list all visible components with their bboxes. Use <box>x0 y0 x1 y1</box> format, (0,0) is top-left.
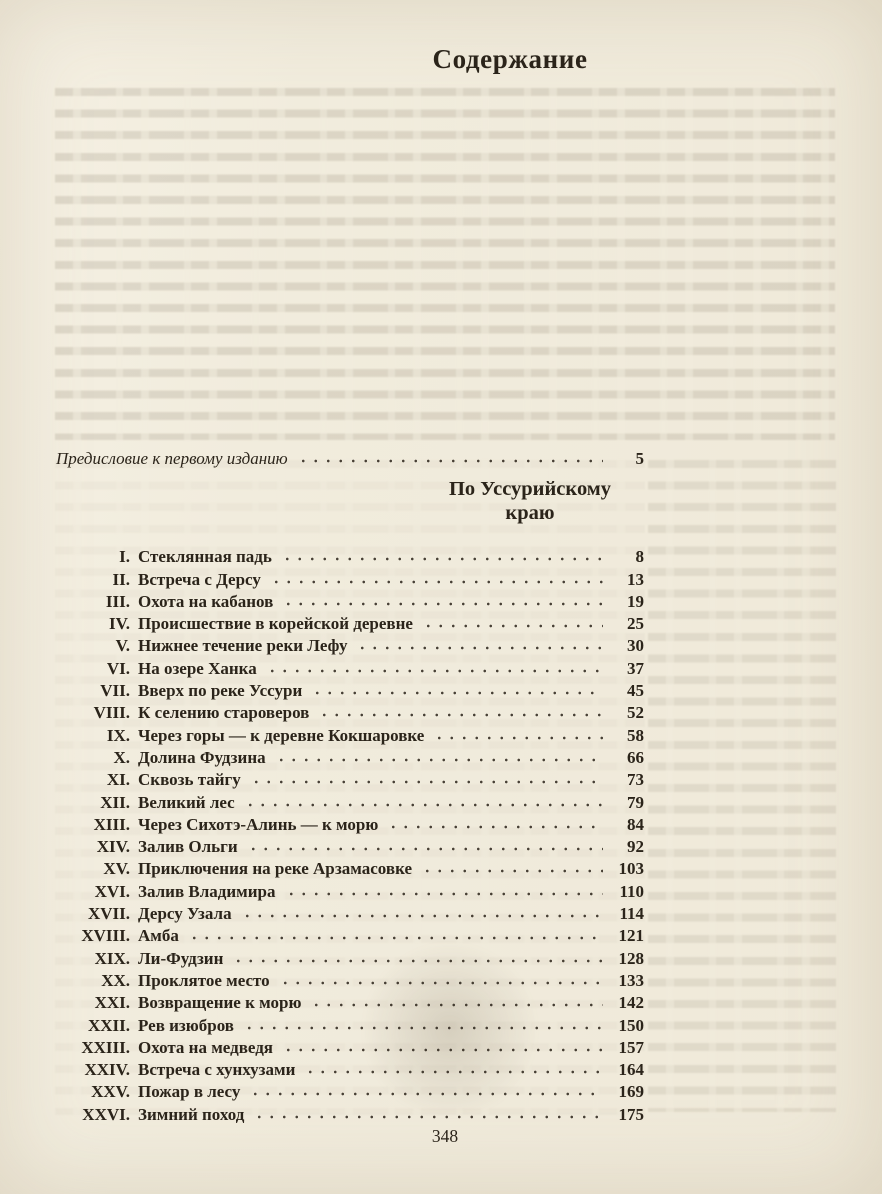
toc-entry <box>56 656 644 678</box>
preface-entry <box>56 448 644 469</box>
chapter-title: Через горы — к деревне Кокшаровке <box>138 725 425 745</box>
chapter-page-number: 114 <box>619 904 644 924</box>
chapter-page-number: 37 <box>627 658 644 678</box>
dot-leader <box>266 656 603 678</box>
chapter-page-number: 142 <box>618 993 644 1013</box>
dot-leader <box>387 813 603 835</box>
chapter-title: Стеклянная падь <box>138 547 272 567</box>
chapter-title: Проклятое место <box>138 970 270 990</box>
toc-entry <box>56 634 644 656</box>
chapter-title: Приключения на реке Арзамасовке <box>138 859 412 879</box>
dot-leader <box>421 857 603 879</box>
chapter-page-number: 128 <box>618 948 644 968</box>
chapter-numeral: X. <box>113 747 130 767</box>
chapter-numeral: VI. <box>106 658 130 678</box>
chapter-title: Великий лес <box>138 792 235 812</box>
toc-list <box>56 545 644 1125</box>
dot-leader <box>422 612 603 634</box>
chapter-page-number: 8 <box>635 547 644 567</box>
toc-entry <box>56 679 644 701</box>
chapter-numeral: II. <box>112 569 130 589</box>
dot-leader <box>311 679 603 701</box>
toc-entry <box>56 590 644 612</box>
preface-page-number: 5 <box>635 449 644 468</box>
chapter-title: Охота на медведя <box>138 1037 274 1057</box>
dot-leader <box>232 946 603 968</box>
chapter-page-number: 79 <box>627 792 644 812</box>
dot-leader <box>304 1058 603 1080</box>
chapter-numeral: V. <box>115 636 130 656</box>
chapter-numeral: IX. <box>106 725 130 745</box>
chapter-title: Встреча с Дерсу <box>138 569 261 589</box>
chapter-page-number: 73 <box>627 770 644 790</box>
chapter-numeral: I. <box>119 547 130 567</box>
toc-entry <box>56 768 644 790</box>
chapter-page-number: 13 <box>627 569 644 589</box>
chapter-title: Амба <box>138 926 179 946</box>
toc-entry <box>56 746 644 768</box>
preface-label: Предисловие к первому изданию <box>56 449 288 468</box>
chapter-page-number: 110 <box>619 881 644 901</box>
dot-leader <box>279 969 603 991</box>
chapter-page-number: 25 <box>627 614 644 634</box>
dot-leader <box>318 701 603 723</box>
chapter-numeral: XXIV. <box>84 1060 130 1080</box>
toc-entry <box>56 835 644 857</box>
chapter-numeral: XII. <box>100 792 130 812</box>
dot-leader <box>247 835 603 857</box>
chapter-title: Охота на кабанов <box>138 591 274 611</box>
chapter-title: На озере Ханка <box>138 658 257 678</box>
page-title: Содержание <box>432 44 588 74</box>
chapter-page-number: 19 <box>627 591 644 611</box>
dot-leader <box>243 1013 603 1035</box>
chapter-numeral: IV. <box>109 614 130 634</box>
section-title <box>150 477 882 525</box>
chapter-numeral: XX. <box>101 970 130 990</box>
chapter-page-number: 30 <box>627 636 644 656</box>
chapter-title: Вверх по реке Уссури <box>138 681 303 701</box>
dot-leader <box>270 567 603 589</box>
chapter-page-number: 150 <box>618 1015 644 1035</box>
chapter-title: Встреча с хунхузами <box>138 1060 296 1080</box>
chapter-title: Залив Ольги <box>138 837 238 857</box>
chapter-title: Рев изюбров <box>138 1015 234 1035</box>
chapter-numeral: XI. <box>106 770 130 790</box>
toc-entry <box>56 1058 644 1080</box>
chapter-numeral: XIX. <box>94 948 130 968</box>
chapter-numeral: XVIII. <box>81 926 130 946</box>
chapter-title: Дерсу Узала <box>138 904 232 924</box>
chapter-title: Сквозь тайгу <box>138 770 241 790</box>
chapter-numeral: XIV. <box>96 837 130 857</box>
chapter-numeral: XVI. <box>94 881 130 901</box>
chapter-page-number: 133 <box>618 970 644 990</box>
chapter-page-number: 169 <box>618 1082 644 1102</box>
chapter-title: Происшествие в корейской деревне <box>138 614 413 634</box>
chapter-title: К селению староверов <box>138 703 310 723</box>
chapter-numeral: XXVI. <box>82 1104 130 1124</box>
chapter-numeral: XXII. <box>87 1015 130 1035</box>
dot-leader <box>285 879 604 901</box>
chapter-numeral: XXV. <box>91 1082 130 1102</box>
chapter-page-number: 175 <box>618 1104 644 1124</box>
toc-entry <box>56 612 644 634</box>
chapter-page-number: 164 <box>618 1060 644 1080</box>
chapter-title: Через Сихотэ-Алинь — к морю <box>138 814 379 834</box>
chapter-page-number: 103 <box>618 859 644 879</box>
chapter-numeral: VII. <box>100 681 130 701</box>
chapter-numeral: XIII. <box>93 814 130 834</box>
chapter-title: Залив Владимира <box>138 881 276 901</box>
chapter-page-number: 45 <box>627 681 644 701</box>
dot-leader <box>282 1036 603 1058</box>
bleed-through-texture-top <box>55 88 835 440</box>
dot-leader <box>275 746 603 768</box>
chapter-title: Ли-Фудзин <box>138 948 224 968</box>
dot-leader <box>253 1102 603 1124</box>
toc-entry <box>56 545 644 567</box>
dot-leader <box>250 768 603 790</box>
chapter-numeral: XVII. <box>87 904 130 924</box>
toc-entry <box>56 1013 644 1035</box>
toc-entry <box>56 924 644 946</box>
toc-entry <box>56 969 644 991</box>
toc-entry <box>56 1102 644 1124</box>
toc-entry <box>56 567 644 589</box>
toc-entry <box>56 879 644 901</box>
chapter-page-number: 92 <box>627 837 644 857</box>
toc-entry <box>56 857 644 879</box>
bleed-through-texture-right <box>648 460 836 1112</box>
toc-entry <box>56 790 644 812</box>
section-title-line2: краю <box>505 502 555 524</box>
section-title-line1: По Уссурийскому <box>448 478 612 500</box>
toc-entry <box>56 1080 644 1102</box>
chapter-title: Возвращение к морю <box>138 993 302 1013</box>
dot-leader <box>249 1080 603 1102</box>
dot-leader <box>241 902 603 924</box>
dot-leader <box>244 790 603 812</box>
dot-leader <box>310 991 603 1013</box>
dot-leader <box>188 924 603 946</box>
chapter-title: Зимний поход <box>138 1104 245 1124</box>
chapter-page-number: 121 <box>618 926 644 946</box>
toc-entry <box>56 902 644 924</box>
toc-entry <box>56 723 644 745</box>
page-folio: 348 <box>431 1126 459 1146</box>
toc-entry <box>56 701 644 723</box>
dot-leader <box>356 634 603 656</box>
chapter-numeral: XV. <box>103 859 130 879</box>
chapter-numeral: XXI. <box>94 993 130 1013</box>
chapter-numeral: III. <box>105 591 130 611</box>
chapter-title: Пожар в лесу <box>138 1082 241 1102</box>
chapter-numeral: XXIII. <box>81 1037 130 1057</box>
chapter-title: Нижнее течение реки Лефу <box>138 636 348 656</box>
dot-leader <box>281 545 603 567</box>
dot-leader <box>297 448 603 469</box>
toc-entry <box>56 813 644 835</box>
chapter-page-number: 58 <box>627 725 644 745</box>
toc-entry <box>56 1036 644 1058</box>
toc-entry <box>56 991 644 1013</box>
toc-entry <box>56 946 644 968</box>
chapter-title: Долина Фудзина <box>138 747 266 767</box>
chapter-numeral: VIII. <box>93 703 130 723</box>
dot-leader <box>433 723 603 745</box>
chapter-page-number: 157 <box>618 1037 644 1057</box>
chapter-page-number: 52 <box>627 703 644 723</box>
chapter-page-number: 84 <box>627 814 644 834</box>
dot-leader <box>282 590 603 612</box>
chapter-page-number: 66 <box>627 747 644 767</box>
